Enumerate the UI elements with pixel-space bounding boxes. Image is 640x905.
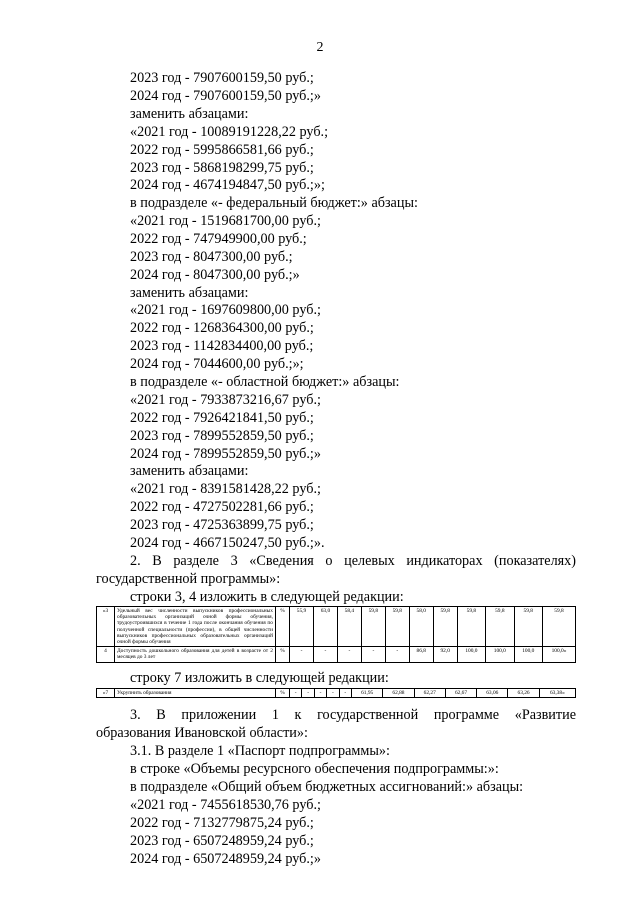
unit: % (276, 689, 290, 698)
value-cell: 63,0 (313, 607, 337, 647)
value-cell: 100,0» (542, 647, 575, 662)
text-line: заменить абзацами: (130, 463, 249, 479)
text-line: «2021 год - 1697609800,00 руб.; (130, 302, 321, 318)
text-line: «2021 год - 7455618530,76 руб.; (130, 797, 321, 813)
value-cell: 58,4 (337, 607, 361, 647)
page-number: 2 (316, 40, 324, 55)
text-line: 2024 год - 6507248959,24 руб.;» (130, 851, 321, 867)
text-line: 2022 год - 1268364300,00 руб.; (130, 320, 314, 336)
value-cell: - (290, 647, 314, 662)
value-cell: 92,0 (433, 647, 457, 662)
value-cell: 55,9 (290, 607, 314, 647)
value-cell: 62,27 (414, 689, 445, 698)
text-line: «2021 год - 1519681700,00 руб.; (130, 213, 321, 229)
value-cell: 58,0 (409, 607, 433, 647)
row-7-caption: строку 7 изложить в следующей редакции: (130, 670, 389, 686)
text-line: 2024 год - 7899552859,50 руб.;» (130, 446, 321, 462)
value-cell: 59,8 (514, 607, 542, 647)
value-cell: - (302, 689, 314, 698)
indicators-table (96, 606, 576, 663)
text-line: заменить абзацами: (130, 106, 249, 122)
value-cell: - (385, 647, 409, 662)
value-cell: 59,8 (433, 607, 457, 647)
text-line: 2024 год - 7907600159,50 руб.;» (130, 88, 321, 104)
text-line: 2024 год - 4674194847,50 руб.;»; (130, 177, 325, 193)
table-row (97, 689, 576, 698)
text-line: 2023 год - 7907600159,50 руб.; (130, 70, 314, 86)
section-2-heading-cont: государственной программы»: (96, 571, 281, 587)
text-line: 2024 год - 4667150247,50 руб.;». (130, 535, 325, 551)
text-line: в строке «Объемы ресурсного обеспечения подпрограммы:»: (130, 761, 499, 777)
value-cell: 59,8 (361, 607, 385, 647)
section-3-heading-cont: образования Ивановской области»: (96, 725, 308, 741)
indicators-table-row-7 (96, 688, 576, 698)
text-line: в подразделе «- федеральный бюджет:» абзацы: (130, 195, 418, 211)
value-cell: 100,0 (486, 647, 514, 662)
table-row (97, 607, 576, 647)
text-line: «2021 год - 7933873216,67 руб.; (130, 392, 321, 408)
text-line: 2023 год - 7899552859,50 руб.; (130, 428, 314, 444)
value-cell: - (313, 647, 337, 662)
text-line: 2022 год - 7926421841,50 руб.; (130, 410, 314, 426)
rows-3-4-caption: строки 3, 4 изложить в следующей редакции: (130, 589, 404, 605)
row-number: «3 (97, 607, 115, 647)
value-cell: - (290, 689, 302, 698)
text-line: в подразделе «Общий объем бюджетных ассигнований:» абзацы: (130, 779, 524, 795)
value-cell: - (314, 689, 326, 698)
value-cell: 100,0 (457, 647, 485, 662)
value-cell: 63,26 (508, 689, 539, 698)
indicator-description: Удельный вес численности выпускников профессиональных образовательных организаций очной формы обучения, трудоустроившихся в течение 1 года после окончания обучения по полученной специальности (профессии), в общей численности выпускников профессиональных образовательных организаций очной формы обучения (115, 607, 276, 647)
value-cell: 62,88 (383, 689, 414, 698)
text-line: 2022 год - 4727502281,66 руб.; (130, 499, 314, 515)
text-line: «2021 год - 8391581428,22 руб.; (130, 481, 321, 497)
text-line: 2023 год - 5868198299,75 руб.; (130, 160, 314, 176)
value-cell: 62,67 (445, 689, 476, 698)
text-line: 2022 год - 7132779875,24 руб.; (130, 815, 314, 831)
value-cell: - (339, 689, 351, 698)
text-line: 2022 год - 747949900,00 руб.; (130, 231, 307, 247)
text-line: 2023 год - 6507248959,24 руб.; (130, 833, 314, 849)
unit: % (276, 647, 290, 662)
value-cell: 59,8 (486, 607, 514, 647)
section-3-heading: 3. В приложении 1 к государственной программе «Развитие (130, 707, 576, 723)
value-cell: - (337, 647, 361, 662)
value-cell: 59,8 (457, 607, 485, 647)
text-line: 2023 год - 1142834400,00 руб.; (130, 338, 314, 354)
value-cell: - (327, 689, 339, 698)
row-number: «7 (97, 689, 115, 698)
text-line: 2023 год - 8047300,00 руб.; (130, 249, 293, 265)
value-cell: 63,38» (539, 689, 575, 698)
table-row (97, 647, 576, 662)
value-cell: 59,8 (385, 607, 409, 647)
value-cell: 61,95 (352, 689, 383, 698)
text-line: «2021 год - 10089191228,22 руб.; (130, 124, 329, 140)
text-line: 2023 год - 4725363899,75 руб.; (130, 517, 314, 533)
text-line: 2024 год - 8047300,00 руб.;» (130, 267, 300, 283)
text-line: 2024 год - 7044600,00 руб.;»; (130, 356, 304, 372)
text-line: 2022 год - 5995866581,66 руб.; (130, 142, 314, 158)
value-cell: 100,0 (514, 647, 542, 662)
indicator-description: Укрупнить образования (115, 689, 276, 698)
value-cell: 59,8 (542, 607, 575, 647)
value-cell: 86,8 (409, 647, 433, 662)
indicator-description: Доступность дошкольного образования для детей в возрасте от 2 месяцев до 3 лет (115, 647, 276, 662)
section-2-heading: 2. В разделе 3 «Сведения о целевых индикаторах (показателях) (130, 553, 576, 569)
text-line: заменить абзацами: (130, 285, 249, 301)
text-line: в подразделе «- областной бюджет:» абзацы: (130, 374, 400, 390)
row-number: 4 (97, 647, 115, 662)
value-cell: - (361, 647, 385, 662)
unit: % (276, 607, 290, 647)
text-line: 3.1. В разделе 1 «Паспорт подпрограммы»: (130, 743, 390, 759)
value-cell: 63,06 (477, 689, 508, 698)
